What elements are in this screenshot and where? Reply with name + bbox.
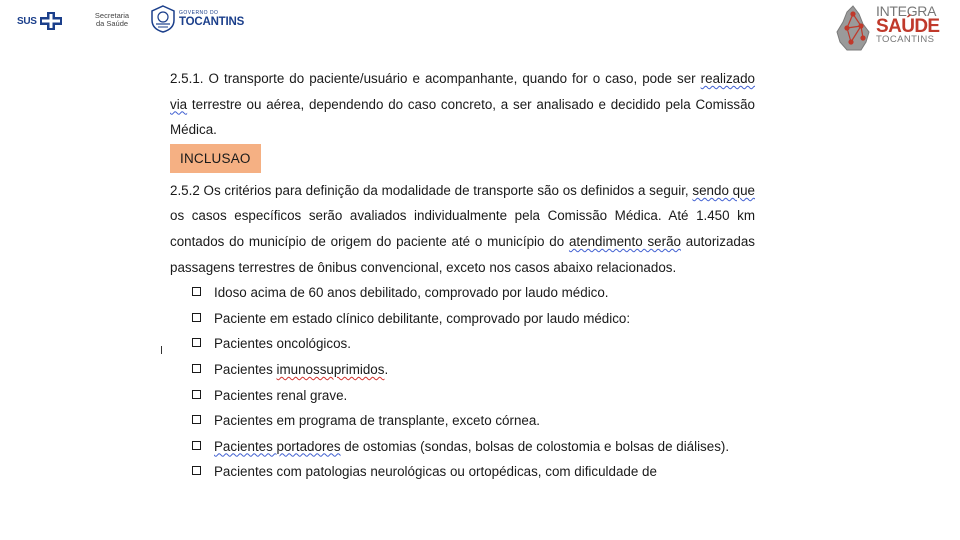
list-item-text: de ostomias (sondas, bolsas de colostomia e bolsas de diálises). bbox=[340, 438, 730, 454]
para2-text-b: os casos específicos serão avaliados individualmente pela Comissão Médica. Até 1.450 km contados do município de origem do paciente até o município do bbox=[170, 208, 755, 249]
integra-line2: SAÚDE bbox=[876, 16, 940, 37]
list-item bbox=[192, 383, 755, 409]
list-item-text: Pacientes em programa de transplante, exceto córnea. bbox=[214, 413, 541, 429]
checkbox-bullet-icon bbox=[192, 415, 201, 424]
checkbox-bullet-icon bbox=[192, 313, 201, 322]
checkbox-bullet-icon bbox=[192, 390, 201, 399]
para2-flagged-text-1: sendo que bbox=[692, 182, 755, 198]
list-item-text: Pacientes renal grave. bbox=[214, 387, 348, 403]
checkbox-bullet-icon bbox=[192, 466, 201, 475]
list-item-flagged-text: imunossuprimidos bbox=[276, 361, 385, 377]
list-item-text: Idoso acima de 60 anos debilitado, comprovado por laudo médico. bbox=[214, 285, 609, 301]
checkbox-bullet-icon bbox=[192, 287, 201, 296]
list-item-text: Paciente em estado clínico debilitante, comprovado por laudo médico: bbox=[214, 310, 631, 326]
tocantins-big-label: TOCANTINS bbox=[179, 16, 245, 28]
integra-saude-logo bbox=[833, 4, 940, 52]
sus-label: SUS bbox=[17, 15, 37, 27]
integra-line3: TOCANTINS bbox=[876, 34, 935, 45]
tocantins-crest-icon bbox=[150, 5, 176, 33]
secretaria-saude-logo bbox=[92, 12, 132, 28]
list-item-text-b: . bbox=[384, 361, 389, 377]
paragraph-2-5-2 bbox=[170, 178, 755, 280]
para2-flagged-text-2: atendimento serão bbox=[568, 233, 681, 249]
sus-logo bbox=[17, 10, 62, 32]
governo-tocantins-logo bbox=[150, 5, 244, 33]
text-cursor bbox=[161, 346, 162, 354]
list-item bbox=[192, 280, 755, 306]
para1-flagged-text: realizado via bbox=[170, 71, 755, 112]
list-item bbox=[192, 331, 755, 357]
list-item-flagged-text: Pacientes portadores bbox=[214, 438, 341, 454]
checkbox-bullet-icon bbox=[192, 338, 201, 347]
list-item bbox=[192, 357, 755, 383]
list-item-text: Pacientes com patologias neurológicas ou ortopédicas, com dificuldade de bbox=[214, 464, 657, 480]
ministerio-cross-icon bbox=[40, 12, 62, 30]
checkbox-bullet-icon bbox=[192, 364, 201, 373]
inclusao-label: INCLUSAO bbox=[170, 144, 261, 173]
integra-line1: INTEGRA bbox=[876, 3, 937, 19]
list-item bbox=[192, 408, 755, 434]
tocantins-small-label: GOVERNO DO bbox=[179, 10, 219, 16]
para2-text-c: autorizadas passagens terrestres de ônibus convencional, exceto nos casos abaixo relacionados. bbox=[170, 233, 755, 275]
secretaria-line1: Secretaria bbox=[94, 11, 130, 20]
list-item bbox=[192, 434, 755, 460]
criteria-list bbox=[170, 280, 755, 485]
secretaria-line2: da Saúde bbox=[95, 19, 129, 28]
para1-text-a: 2.5.1. O transporte do paciente/usuário e acompanhante, quando for o caso, pode ser bbox=[170, 71, 701, 86]
list-item bbox=[192, 306, 755, 332]
para1-text-b: terrestre ou aérea, dependendo do caso concreto, a ser analisado e decidido pela Comissão Médica. bbox=[170, 96, 755, 138]
para2-text-a: 2.5.2 Os critérios para definição da modalidade de transporte são os definidos a seguir, bbox=[170, 182, 693, 198]
tocantins-map-icon bbox=[833, 4, 873, 52]
list-item-text: Pacientes oncológicos. bbox=[214, 336, 351, 352]
list-item bbox=[192, 459, 755, 485]
checkbox-bullet-icon bbox=[192, 441, 201, 450]
header bbox=[0, 0, 960, 60]
list-item-text-a: Pacientes bbox=[214, 361, 277, 377]
document-body bbox=[170, 66, 755, 485]
paragraph-2-5-1 bbox=[170, 66, 755, 143]
